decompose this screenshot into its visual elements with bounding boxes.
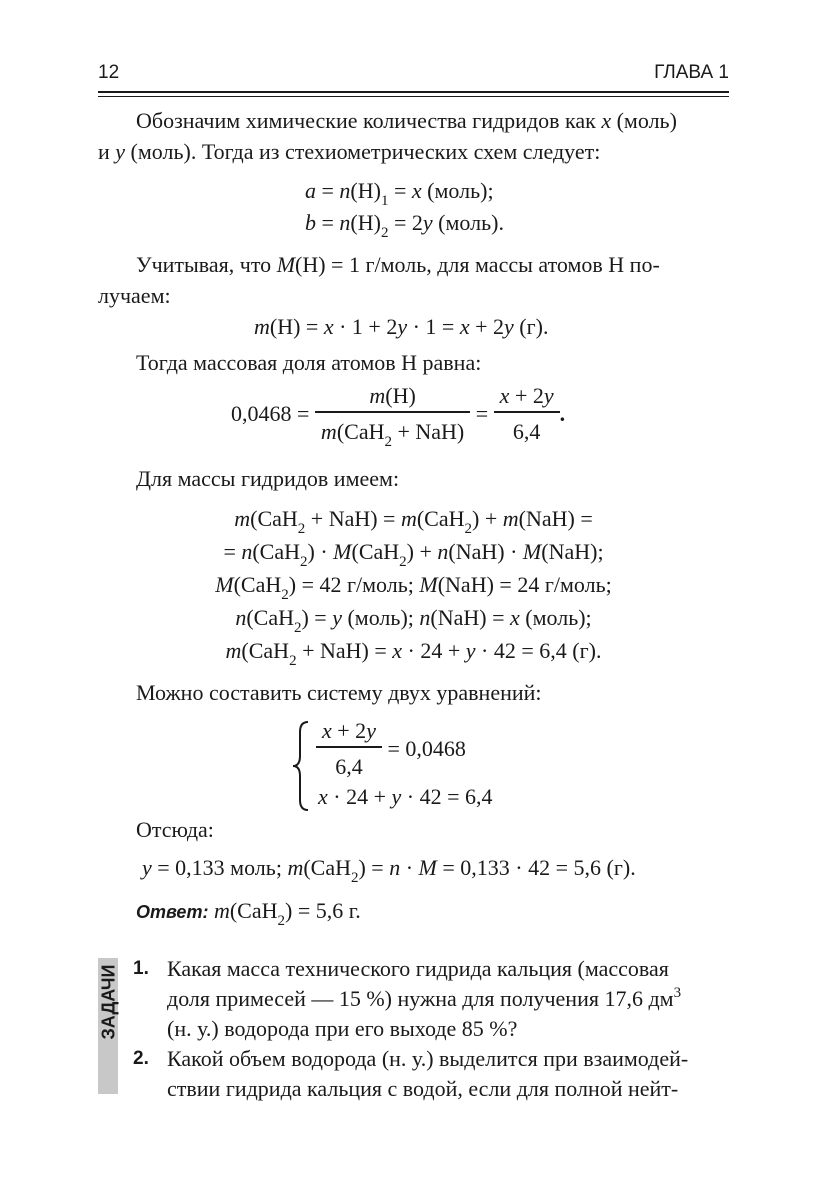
equation-a: $a = n(H)_1 = x$ (моль); — [305, 178, 494, 209]
answer-label: Ответ: — [136, 902, 209, 922]
task-2 — [133, 1044, 729, 1104]
mass-equation-line-5: m(CaH$_2$ + NaH) = x · 24 + y · 42 = 6,4 (г). — [225, 638, 602, 669]
paragraph-2-line-2: лучаем: — [98, 283, 171, 308]
equation-system — [290, 718, 530, 812]
task-1-number: 1. — [133, 958, 149, 979]
system-brace — [290, 720, 312, 812]
paragraph-3: Тогда массовая доля атомов H равна: — [136, 350, 482, 375]
paragraph-2-line-1: Учитывая, что M(H) = 1 г/моль, для массы атомов H по- — [136, 252, 660, 277]
running-header — [98, 62, 729, 88]
task-2-line-2: ствии гидрида кальция с водой, если для полной нейт- — [167, 1076, 679, 1101]
equation-b: $b = n(H)_2 = 2y$ (моль). — [305, 210, 504, 241]
system-equation-2: x · 24 + y · 42 = 6,4 — [318, 784, 493, 809]
equation-mass-h: m(H) = x · 1 + 2y · 1 = x + 2y (г). — [254, 314, 549, 339]
mass-equation-line-1: m(CaH$_2$ + NaH) = m(CaH$_2$) + m(NaH) = — [234, 506, 593, 537]
mass-equation-line-4: n(CaH$_2$) = y (моль); n(NaH) = x (моль); — [235, 605, 592, 636]
result-line: y = 0,133 моль; m(CaH$_2$) = n · M = 0,133 · 42 = 5,6 (г). — [142, 855, 636, 886]
chapter-title: ГЛАВА 1 — [654, 62, 729, 83]
task-1-line-1: Какая масса технического гидрида кальция (массовая — [167, 956, 669, 981]
tasks-side-label: ЗАДАЧИ — [98, 964, 119, 1040]
header-rule-thin — [98, 96, 729, 97]
paragraph-6: Отсюда: — [136, 817, 214, 842]
fraction-mh-over-mass: $\frac{m(H)}{m(CaH_2 + NaH)}$ — [315, 383, 470, 445]
fraction-x2y-over-64: $\frac{x + 2y}{6,4}$ — [494, 383, 560, 445]
task-2-number: 2. — [133, 1048, 149, 1069]
mass-equation-line-2: = n(CaH$_2$) · M(CaH$_2$) + n(NaH) · M(NaH); — [223, 539, 604, 570]
answer-line: Ответ: m(CaH$_2$) = 5,6 г. — [136, 898, 361, 929]
system-fraction: $\frac{x + 2y}{6,4}$ — [316, 718, 382, 780]
paragraph-4: Для массы гидридов имеем: — [136, 466, 400, 491]
paragraph-5: Можно составить систему двух уравнений: — [136, 680, 542, 705]
paragraph-1-line-2: и y (моль). Тогда из стехиометрических схем следует: — [98, 139, 601, 164]
equation-mass-fraction: 0,0468 = $\frac{m(H)}{m(CaH_2 + NaH)}$ = $\frac{x + 2y}{6,4}$ . — [231, 383, 566, 450]
page-number: 12 — [98, 62, 120, 83]
task-1-line-3: (н. у.) водорода при его выходе 85 %? — [167, 1016, 518, 1041]
task-1 — [133, 954, 729, 1044]
header-rule-thick — [98, 91, 729, 93]
paragraph-1-line-1: Обозначим химические количества гидридов как x (моль) — [136, 108, 677, 133]
system-equation-1: $\frac{x + 2y}{6,4}$ = 0,0468 — [316, 718, 466, 780]
task-2-line-1: Какой объем водорода (н. у.) выделится при взаимодей- — [167, 1046, 689, 1071]
task-1-line-2: доля примесей — 15 %) нужна для получения 17,6 $дм^3$ — [167, 985, 682, 1011]
mass-equation-line-3: M(CaH$_2$) = 42 г/моль; M(NaH) = 24 г/моль; — [215, 572, 612, 603]
